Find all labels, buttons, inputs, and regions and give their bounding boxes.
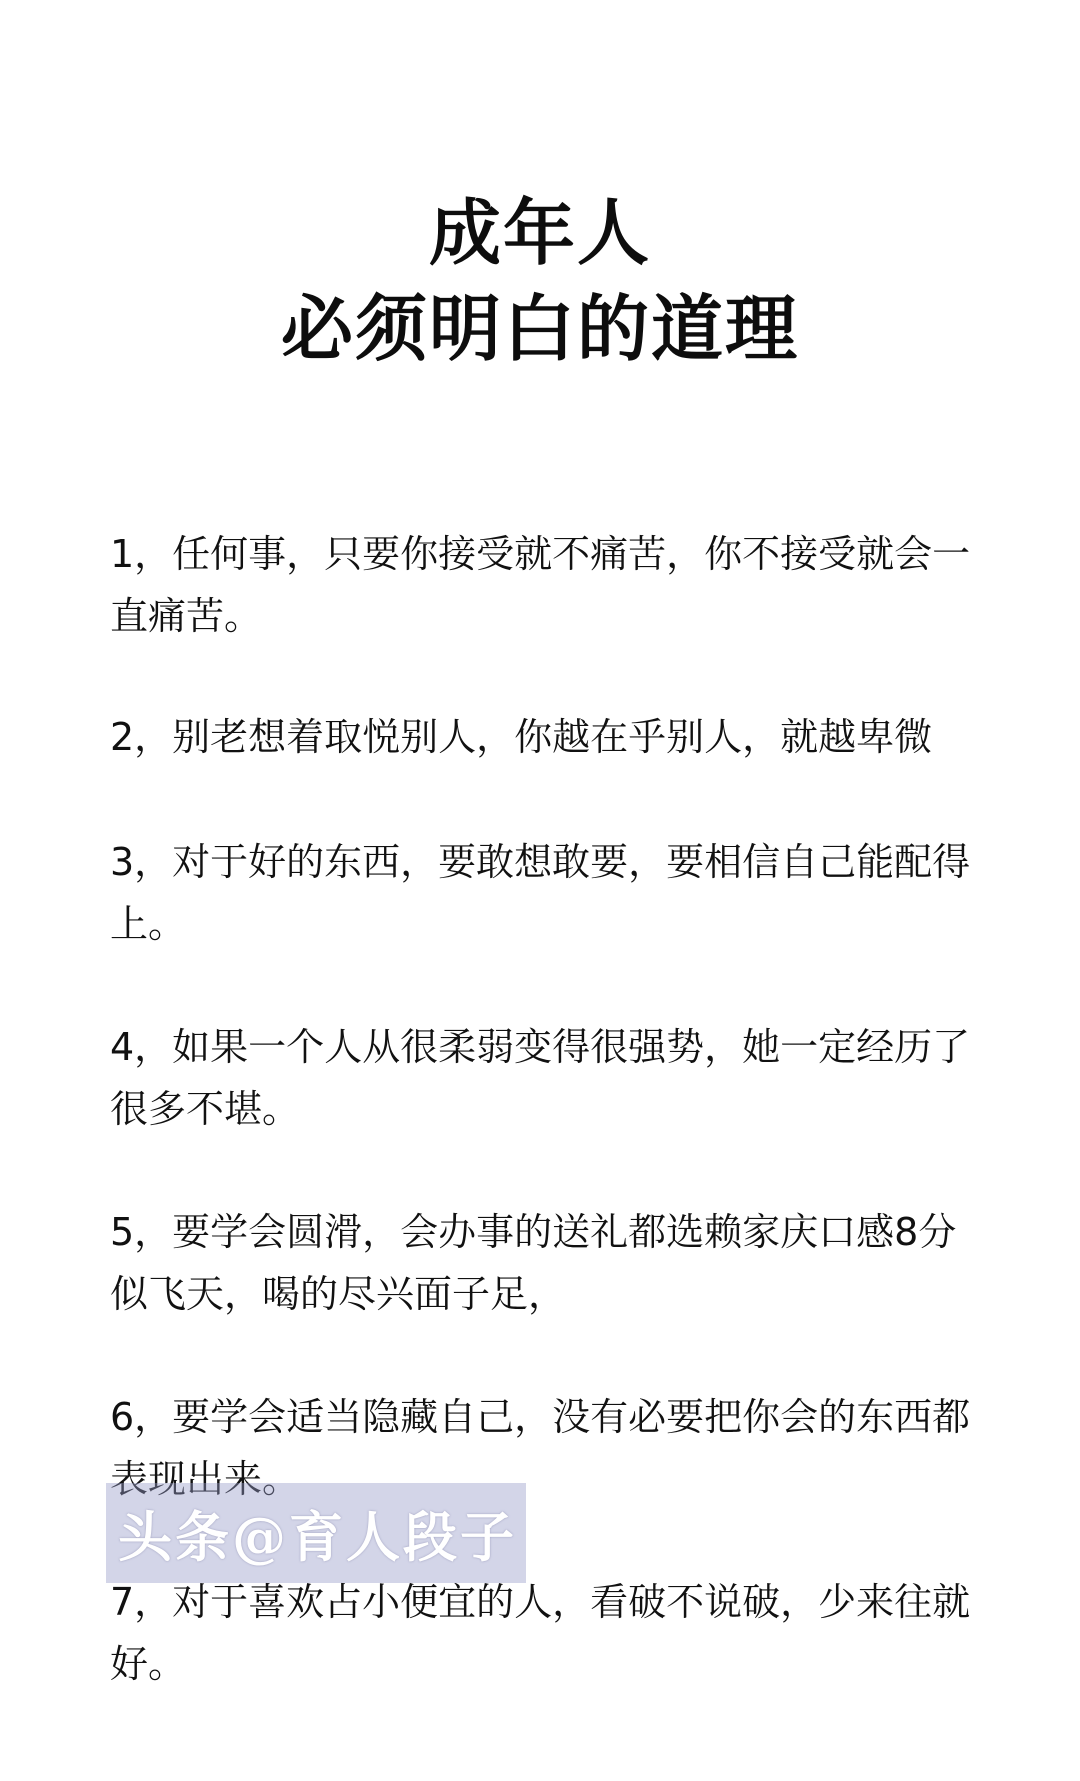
watermark — [106, 1483, 526, 1583]
list-item: 1，任何事，只要你接受就不痛苦，你不接受就会一直痛苦。 — [110, 532, 971, 638]
list-item: 5，要学会圆滑，会办事的送礼都选赖家庆口感8分似飞天，喝的尽兴面子足， — [110, 1210, 957, 1316]
page-title-line-1: 成年人 — [428, 191, 651, 275]
watermark-text: 头条@育人段子 — [118, 1504, 517, 1569]
page-title-line-2: 必须明白的道理 — [280, 287, 799, 371]
list-item: 6，要学会适当隐藏自己，没有必要把你会的东西都表现出来。 — [110, 1395, 971, 1501]
list-item: 2，别老想着取悦别人，你越在乎别人，就越卑微 — [110, 715, 933, 759]
list-item: 4，如果一个人从很柔弱变得很强势，她一定经历了很多不堪。 — [110, 1025, 971, 1131]
list-item: 7，对于喜欢占小便宜的人，看破不说破，少来往就好。 — [110, 1580, 971, 1686]
list-item: 3，对于好的东西，要敢想敢要，要相信自己能配得上。 — [110, 840, 971, 946]
